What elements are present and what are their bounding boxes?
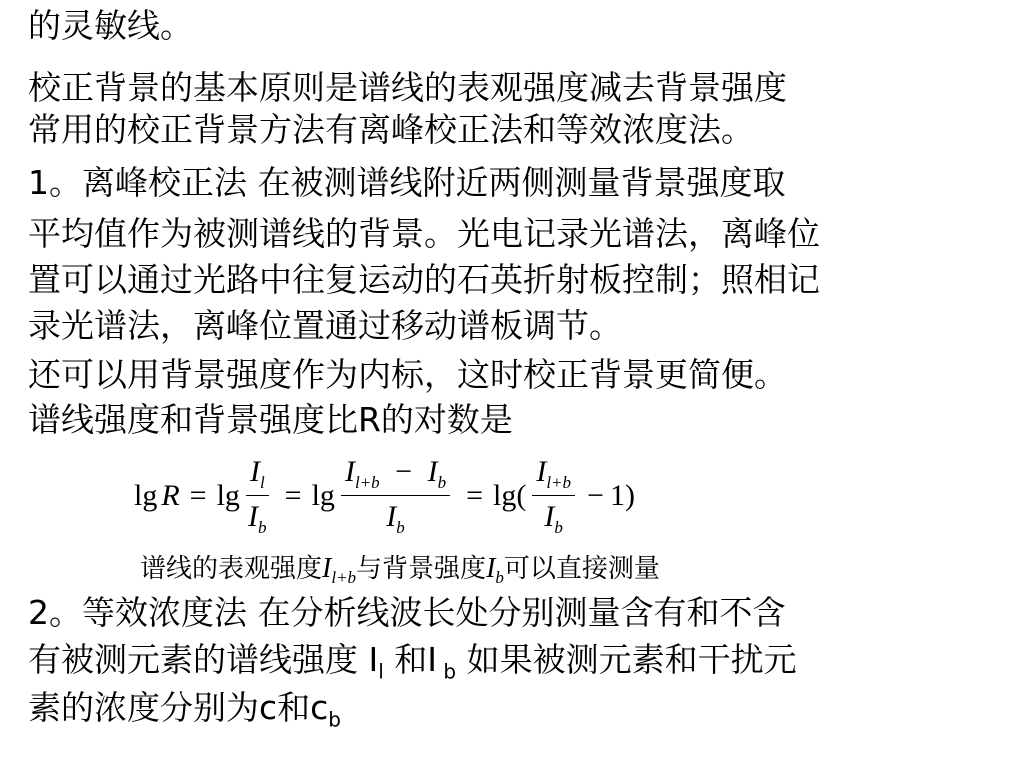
- text-line-2: 校正背景的基本原则是谱线的表观强度减去背景强度: [28, 68, 787, 107]
- formula-lg-4: lg: [492, 479, 517, 512]
- formula-eq-2: =: [284, 479, 302, 512]
- text-line-4: 1。离峰校正法 在被测谱线附近两侧测量背景强度取: [28, 163, 786, 202]
- text-line-8: 还可以用背景强度作为内标，这时校正背景更简便。: [28, 355, 787, 394]
- text-line-9: 谱线强度和背景强度比R的对数是: [28, 400, 513, 439]
- formula-paren-open: (: [516, 479, 527, 512]
- text-line-1: 的灵敏线。: [28, 6, 193, 45]
- fraction-2: $\frac{I_{l+b} - I_b}{I_b}$: [341, 455, 450, 538]
- text-line-7: 录光谱法，离峰位置通过移动谱板调节。: [28, 306, 622, 345]
- measurement-note: 谱线的表观强度$I_{l+b}$与背景强度$I_b$可以直接测量: [140, 553, 660, 588]
- formula-lg-1: lg: [134, 479, 158, 512]
- formula-paren-close: ): [624, 479, 635, 512]
- formula-R: R: [161, 479, 180, 512]
- section-2-line-1: 2。等效浓度法 在分析线波长处分别测量含有和不含: [28, 593, 786, 632]
- formula-minus: −: [587, 479, 604, 512]
- fraction-1: $\frac{I_l}{I_b}$: [246, 455, 269, 538]
- fraction-3: $\frac{I_{l+b}}{I_b}$: [532, 455, 575, 538]
- formula-lg-3: lg: [311, 479, 335, 512]
- text-line-3: 常用的校正背景方法有离峰校正法和等效浓度法。: [28, 110, 754, 149]
- formula-lg-2: lg: [216, 479, 240, 512]
- formula-eq-3: =: [466, 479, 483, 512]
- formula-one: 1: [609, 479, 625, 512]
- section-2-line-3: 素的浓度分别为c和$c_b$: [28, 688, 341, 732]
- text-line-6: 置可以通过光路中往复运动的石英折射板控制；照相记: [28, 260, 820, 299]
- formula-eq-1: =: [189, 479, 207, 512]
- log-ratio-formula: [134, 446, 635, 546]
- text-line-5: 平均值作为被测谱线的背景。光电记录光谱法，离峰位: [28, 214, 820, 253]
- section-2-line-2: 有被测元素的谱线强度 $I_l$ 和I $_b$ 如果被测元素和干扰元: [28, 640, 797, 684]
